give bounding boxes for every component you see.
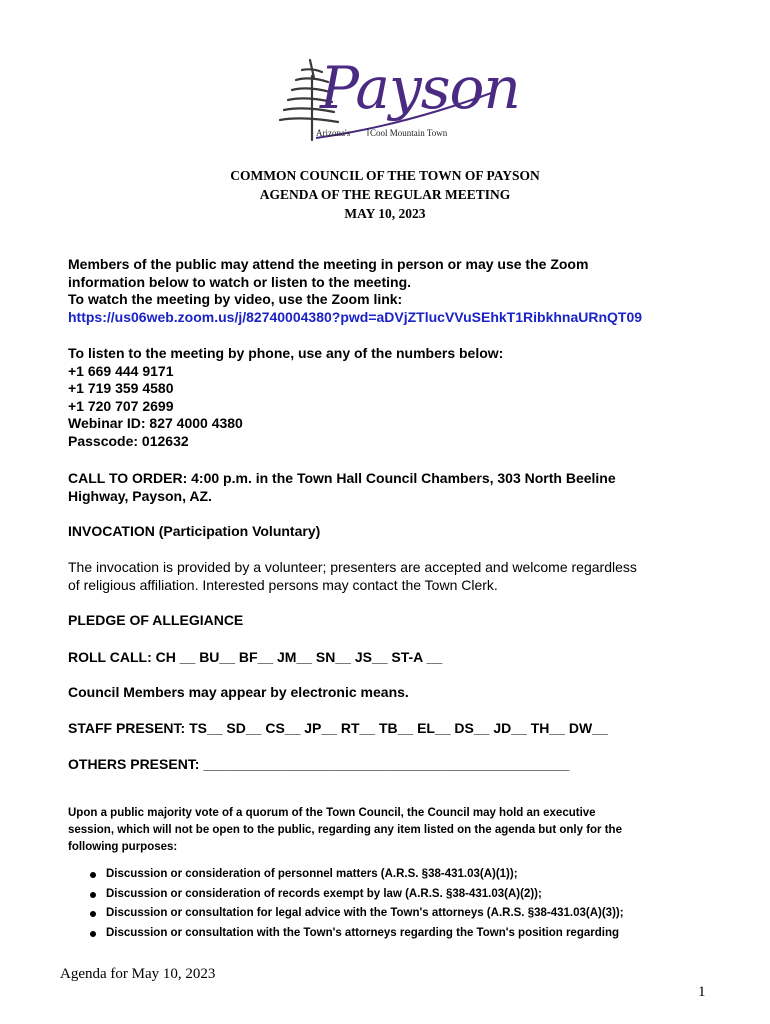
passcode: Passcode: 012632: [68, 432, 189, 449]
electronic-means: Council Members may appear by electronic means.: [68, 684, 409, 700]
invocation-heading: INVOCATION (Participation Voluntary): [68, 523, 321, 539]
bullet-icon: [90, 872, 96, 878]
zoom-intro-line1: Members of the public may attend the meeting in person or may use the Zoom: [68, 256, 589, 272]
header-council-line: COMMON COUNCIL OF THE TOWN OF PAYSON: [230, 168, 540, 183]
zoom-intro-line2: information below to watch or listen to the meeting.: [68, 273, 412, 290]
logo-tagline-right: Cool Mountain Town: [370, 128, 448, 138]
executive-line1: Upon a public majority vote of a quorum of the Town Council, the Council may hold an executive: [68, 807, 596, 819]
executive-line2: session, which will not be open to the public, regarding any item listed on the agenda but only for the: [68, 824, 622, 836]
phone-info: [68, 345, 708, 450]
pledge-heading: PLEDGE OF ALLEGIANCE: [68, 612, 244, 628]
bullet-icon: [90, 911, 96, 917]
payson-logo: [272, 54, 520, 146]
call-to-order-line2: Highway, Payson, AZ.: [68, 487, 212, 504]
list-item: Discussion or consideration of records exempt by law (A.R.S. §38-431.03(A)(2));: [88, 885, 708, 905]
invocation-text: [68, 559, 708, 594]
bullet-icon: [90, 931, 96, 937]
header-date-line: MAY 10, 2023: [344, 206, 426, 221]
phone-number: +1 719 359 4580: [68, 380, 174, 396]
staff-present: STAFF PRESENT: TS__ SD__ CS__ JP__ RT__ TB__ EL__ DS__ JD__ TH__ DW__: [68, 720, 608, 736]
list-item: Discussion or consultation for legal advice with the Town's attorneys (A.R.S. §38-431.03(A)(3));: [88, 904, 708, 924]
executive-session-text: [68, 805, 708, 856]
zoom-link[interactable]: https://us06web.zoom.us/j/82740004380?pwd=aDVjZTlucVVuSEhkT1RibkhnaURnQT09: [68, 308, 643, 325]
list-item: Discussion or consideration of personnel matters (A.R.S. §38-431.03(A)(1));: [88, 865, 708, 885]
footer-agenda-date: Agenda for May 10, 2023: [60, 966, 216, 982]
others-present: OTHERS PRESENT: _______________________________________________: [68, 756, 570, 772]
executive-purposes-list: [88, 865, 708, 943]
call-to-order-line1: CALL TO ORDER: 4:00 p.m. in the Town Hall Council Chambers, 303 North Beeline: [68, 470, 616, 486]
logo-tagline-left: Arizona's: [316, 128, 351, 138]
invocation-line2: of religious affiliation. Interested persons may contact the Town Clerk.: [68, 576, 498, 593]
phone-number: +1 720 707 2699: [68, 397, 174, 414]
header-agenda-line: AGENDA OF THE REGULAR MEETING: [259, 187, 511, 202]
invocation-line1: The invocation is provided by a volunteer; presenters are accepted and welcome regardless: [68, 559, 637, 575]
page-number: 1: [698, 984, 706, 1000]
list-item: Discussion or consultation with the Town's attorneys regarding the Town's position regarding: [88, 924, 708, 944]
zoom-intro-line3: To watch the meeting by video, use the Zoom link:: [68, 291, 403, 307]
executive-line3: following purposes:: [68, 841, 178, 853]
bullet-icon: [90, 892, 96, 898]
zoom-info: [68, 256, 708, 326]
roll-call: ROLL CALL: CH __ BU__ BF__ JM__ SN__ JS__ ST-A __: [68, 649, 443, 665]
phone-intro: To listen to the meeting by phone, use any of the numbers below:: [68, 345, 504, 361]
phone-number: +1 669 444 9171: [68, 362, 174, 379]
call-to-order: [68, 470, 708, 505]
agenda-header: [0, 166, 770, 223]
webinar-id: Webinar ID: 827 4000 4380: [68, 415, 243, 431]
logo-wordmark: Payson: [320, 54, 520, 122]
